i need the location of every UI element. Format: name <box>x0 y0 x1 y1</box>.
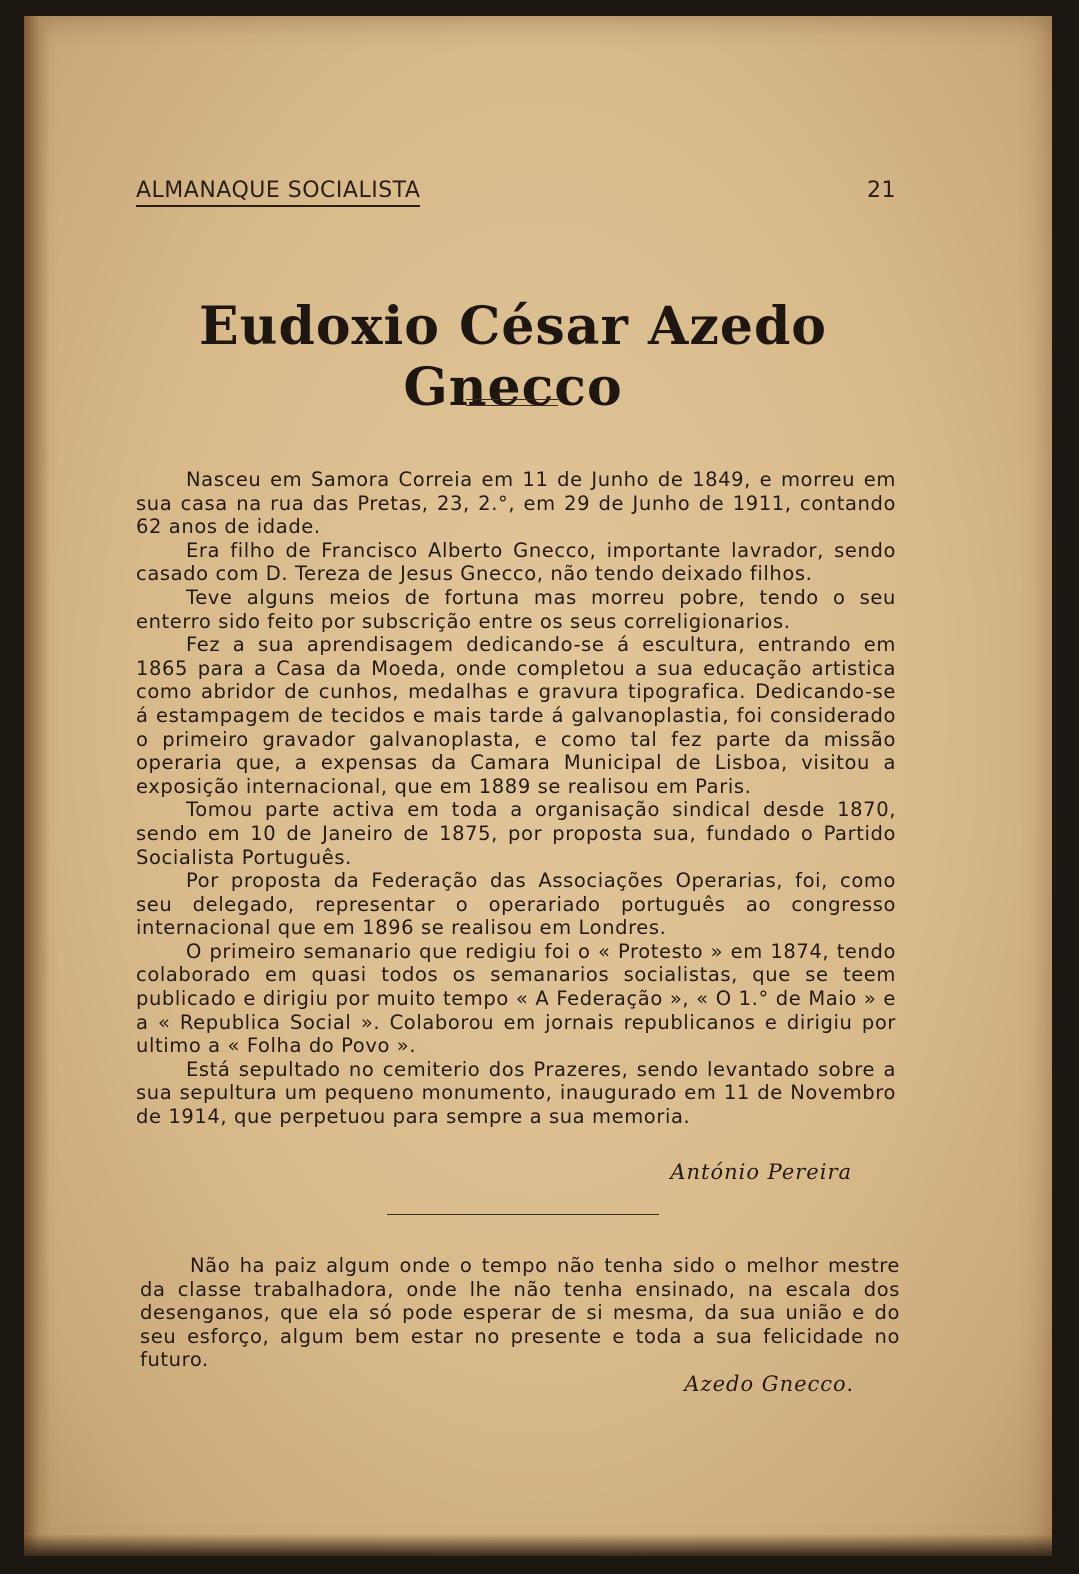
section-divider <box>387 1214 659 1215</box>
running-header <box>136 178 896 218</box>
article-body <box>136 468 896 1129</box>
quote-text: Não ha paiz algum onde o tempo não tenha sido o melhor mestre da classe trabalhadora, onde lhe não tenha ensinado, na escala dos desenganos, que ela só pode esperar de si mesma, da sua união e do seu esforço, algum bem estar no presente e toda a sua felicidade no futuro. <box>140 1254 900 1372</box>
paragraph: Era filho de Francisco Alberto Gnecco, importante lavrador, sendo casado com D. Tereza de Jesus Gnecco, não tendo deixado filhos. <box>136 538 896 586</box>
paragraph: Está sepultado no cemiterio dos Prazeres, sendo levantado sobre a sua sepultura um pequeno monumento, inaugurado em 11 de Novembro de 1914, que perpetuou para sempre a sua memoria. <box>136 1057 896 1129</box>
quote-author: Azedo Gnecco. <box>684 1372 854 1396</box>
quote-block <box>140 1254 900 1372</box>
article-title: Eudoxio César Azedo Gnecco <box>199 296 827 418</box>
paragraph: O primeiro semanario que redigiu foi o « Protesto » em 1874, tendo colaborado em quasi todos os semanarios socialistas, que se teem publicado e dirigiu por muito tempo « A Federação », « O 1.° de Maio » e a « Republica Social ». Colaborou em jornais republicanos e dirigiu por ultimo a « Folha do Povo ». <box>136 939 896 1058</box>
paragraph: Tomou parte activa em toda a organisação sindical desde 1870, sendo em 10 de Janeiro de 1875, por proposta sua, fundado o Partido Socialista Português. <box>136 798 896 869</box>
paragraph: Nasceu em Samora Correia em 11 de Junho de 1849, e morreu em sua casa na rua das Pretas, 23, 2.°, em 29 de Junho de 1911, contando 62 anos de idade. <box>136 468 896 539</box>
journal-title: ALMANAQUE SOCIALISTA <box>136 178 420 207</box>
binding-shadow <box>24 16 50 1556</box>
book-page <box>24 16 1052 1556</box>
title-divider <box>466 399 558 406</box>
article-author: António Pereira <box>670 1160 852 1184</box>
paragraph: Fez a sua aprendisagem dedicando-se á escultura, entrando em 1865 para a Casa da Moeda, onde completou a sua educação artistica como abridor de cunhos, medalhas e gravura tipografica. Dedicando-se á estampagem de tecidos e mais tarde á galvanoplastia, foi considerado o primeiro gravador galvanoplasta, e como tal fez parte da missão operaria que, a expensas da Camara Municipal de Lisboa, visitou a exposição internacional, que em 1889 se realisou em Paris. <box>136 633 896 798</box>
paragraph: Teve alguns meios de fortuna mas morreu pobre, tendo o seu enterro sido feito por subscrição entre os seus correligionarios. <box>136 585 896 633</box>
page-number: 21 <box>867 178 896 203</box>
page-bottom-edge <box>24 1534 1052 1556</box>
paragraph: Por proposta da Federação das Associações Operarias, foi, como seu delegado, representar o operariado português ao congresso internacional que em 1896 se realisou em Londres. <box>136 869 896 940</box>
